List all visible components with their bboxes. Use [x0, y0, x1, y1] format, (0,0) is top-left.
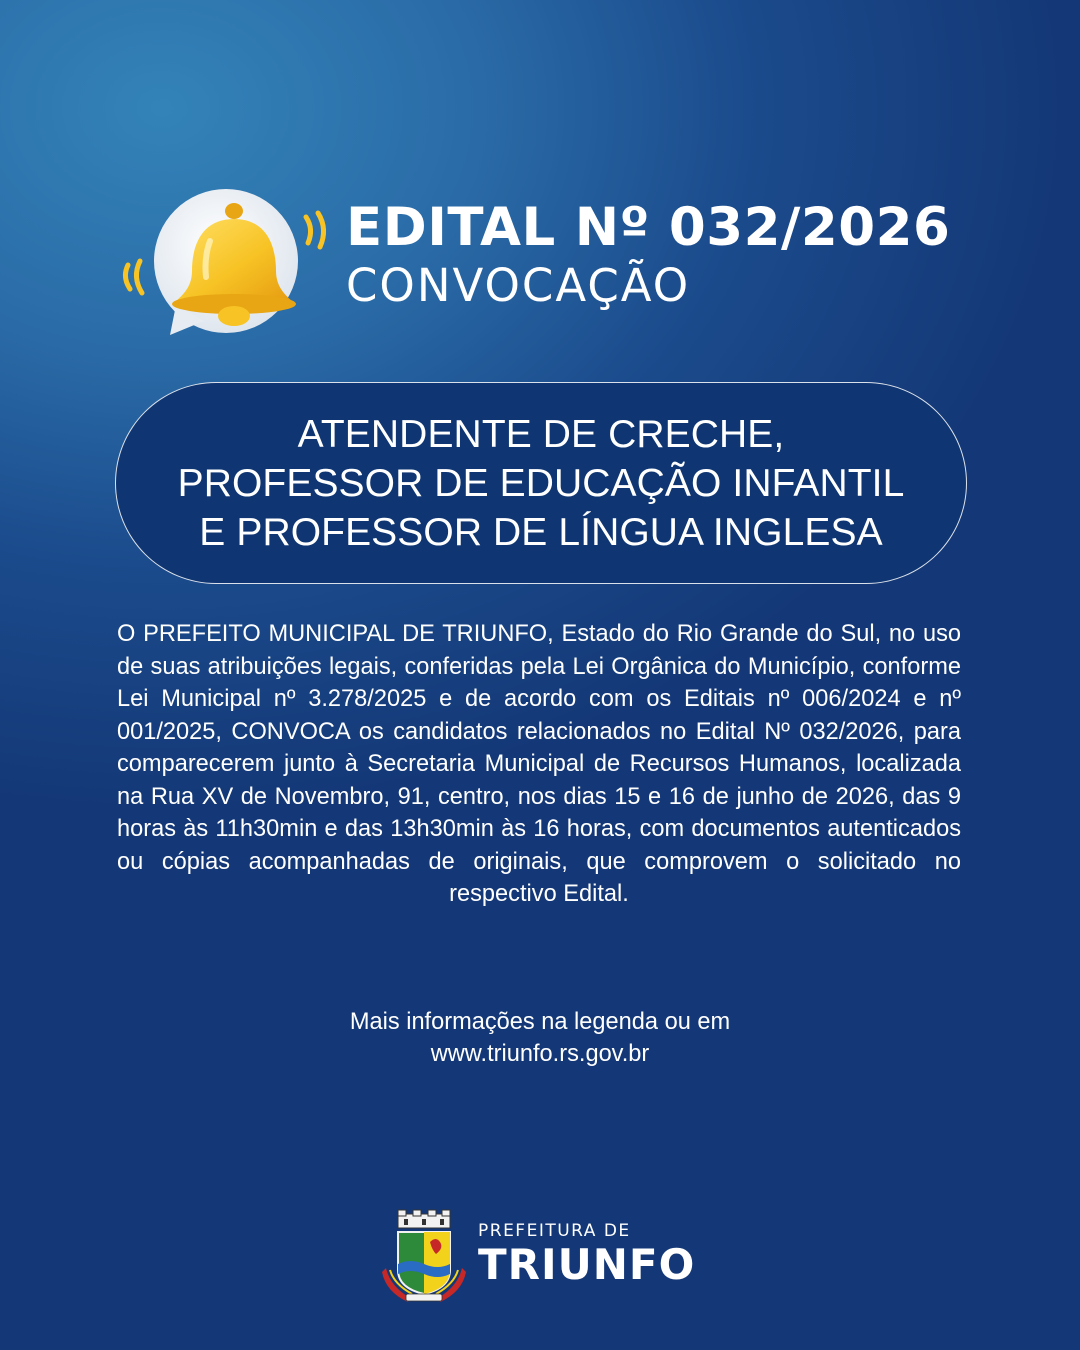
municipal-coat-of-arms-icon: [380, 1208, 468, 1304]
position-line-2: PROFESSOR DE EDUCAÇÃO INFANTIL: [177, 461, 905, 505]
convocation-paragraph: O PREFEITO MUNICIPAL DE TRIUNFO, Estado do Rio Grande do Sul, no uso de suas atribuições legais, conferidas pela Lei Orgânica do Município, conforme Lei Municipal nº 3.278/2025 e de acordo com os Editais nº 006/2024 e nº 001/2025, CONVOCA os candidatos relacionados no Edital Nº 032/2026, para comparecerem junto à Secretaria Municipal de Recursos Humanos, localizada na Rua XV de Novembro, 91, centro, nos dias 15 e 16 de junho de 2026, das 9 horas às 11h30min e das 13h30min às 16 horas, com documentos autenticados ou cópias acompanhadas de originais, que comprovem o solicitado no respectivo Edital.: [117, 621, 961, 907]
edital-subtitle: CONVOCAÇÃO: [346, 259, 691, 312]
more-info-text: Mais informações na legenda ou em: [349, 1009, 731, 1035]
position-line-1: ATENDENTE DE CRECHE,: [297, 412, 785, 456]
footer-logo: [478, 1220, 695, 1288]
footer-name: TRIUNFO: [478, 1240, 696, 1289]
header: [346, 196, 950, 312]
footer-prefix: PREFEITURA DE: [478, 1221, 631, 1241]
positions-box: [115, 382, 967, 584]
more-info: [0, 1006, 1080, 1070]
position-line-3: E PROFESSOR DE LÍNGUA INGLESA: [199, 510, 883, 554]
notification-bell-icon: [118, 185, 333, 345]
website-link: www.triunfo.rs.gov.br: [430, 1041, 650, 1067]
edital-title: EDITAL Nº 032/2026: [346, 197, 951, 258]
